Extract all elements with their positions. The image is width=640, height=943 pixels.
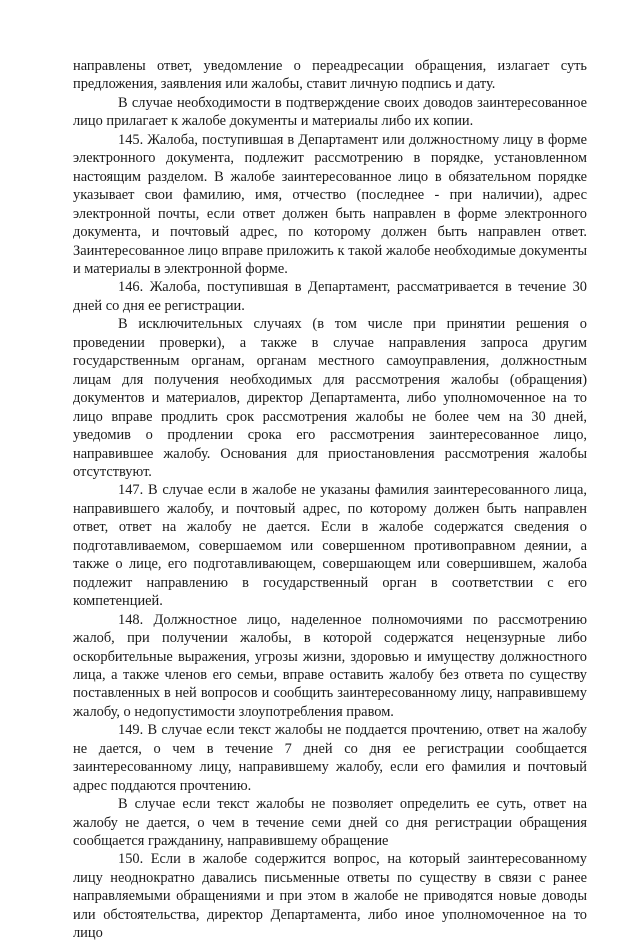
paragraph-145: 145. Жалоба, поступившая в Департамент или должностному лицу в форме электронного документа, подлежит рассмотрению в порядке, установленном настоящим разделом. В жалобе заинтересованное лицо в обязательном порядке указывает свои фамилию, имя, отчество (последнее - при наличии), адрес электронной почты, если ответ должен быть направлен в форме электронного документа, и почтовый адрес, по которому должен быть направлен ответ. Заинтересованное лицо вправе приложить к такой жалобе необходимые документы и материалы в электронной форме.	[73, 131, 587, 277]
paragraph-continuation: направлены ответ, уведомление о переадресации обращения, излагает суть предложения, заявления или жалобы, ставит личную подпись и дату.	[73, 58, 587, 93]
paragraph-149: 149. В случае если текст жалобы не поддается прочтению, ответ на жалобу не дается, о чем в течение 7 дней со дня ее регистрации сообщается заинтересованному лицу, направившему жалобу, если его фамилия и почтовый адрес поддаются прочтению.	[73, 722, 587, 794]
paragraph-149-essence: В случае если текст жалобы не позволяет определить ее суть, ответ на жалобу не дается, о чем в течение семи дней со дня регистрации обращения сообщается гражданину, направившему обращение	[73, 796, 587, 850]
paragraph-146-exceptions: В исключительных случаях (в том числе при принятии решения о проведении проверки), а также в случае направления запроса другим государственным органам, органам местного самоуправления, должностным лицам для получения необходимых для рассмотрения жалобы (обращения) документов и материалов, директор Департамента, либо уполномоченное на то лицо вправе продлить срок рассмотрения жалобы не более чем на 30 дней, уведомив о продлении срока его рассмотрения заинтересованное лицо, направившее жалобу. Основания для приостановления рассмотрения жалобы отсутствуют.	[73, 316, 587, 480]
paragraph-documents: В случае необходимости в подтверждение своих доводов заинтересованное лицо прилагает к жалобе документы и материалы либо их копии.	[73, 94, 587, 130]
paragraph-148: 148. Должностное лицо, наделенное полномочиями по рассмотрению жалоб, при получении жалобы, в которой содержатся нецензурные либо оскорбительные выражения, угрозы жизни, здоровью и имуществу должностного лица, а также членов его семьи, вправе оставить жалобу без ответа по существу поставленных в ней вопросов и сообщить заинтересованному лицу, направившему жалобу, о недопустимости злоупотребления правом.	[73, 611, 587, 720]
paragraph-147: 147. В случае если в жалобе не указаны фамилия заинтересованного лица, направившего жалобу, и почтовый адрес, по которому должен быть направлен ответ, ответ на жалобу не дается. Если в жалобе содержатся сведения о подготавливаемом, совершаемом или совершенном противоправном деянии, а также о лице, его подготавливающем, совершающем или совершившем, жалоба подлежит направлению в государственный орган в соответствии с его компетенцией.	[73, 482, 587, 610]
paragraph-146: 146. Жалоба, поступившая в Департамент, рассматривается в течение 30 дней со дня ее регистрации.	[73, 279, 587, 314]
document-body	[73, 57, 587, 943]
paragraph-150: 150. Если в жалобе содержится вопрос, на который заинтересованному лицу неоднократно давались письменные ответы по существу в связи с ранее направляемыми обращениями и при этом в жалобе не приводятся новые доводы или обстоятельства, директор Департамента, либо иное уполномоченное на то лицо	[73, 851, 587, 942]
